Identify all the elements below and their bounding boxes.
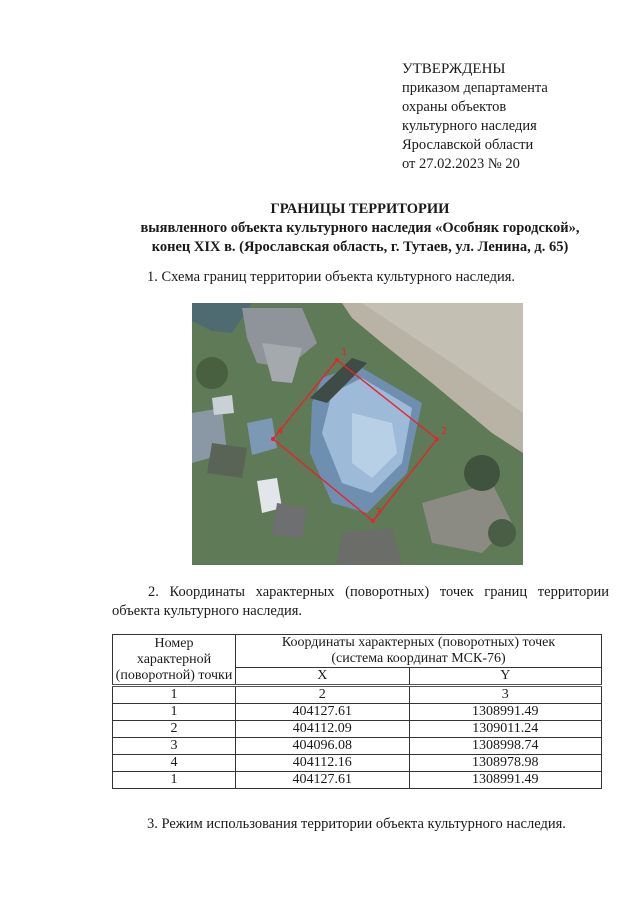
section-1-heading: 1. Схема границ территории объекта культурного наследия. <box>147 269 516 285</box>
table-row <box>113 755 602 772</box>
title-line-3: конец XIX в. (Ярославская область, г. Тутаев, ул. Ленина, д. 65) <box>151 239 569 255</box>
coord-y: 1308998.74 <box>409 738 601 755</box>
section-2-line-2: объекта культурного наследия. <box>112 603 303 619</box>
approval-line: охраны объектов <box>402 99 507 115</box>
header-text: Координаты характерных (поворотных) точек <box>281 635 556 650</box>
coord-x: 404096.08 <box>236 738 410 755</box>
table-row <box>113 704 602 721</box>
section-2-line-1: 2. Координаты характерных (поворотных) точек границ территории <box>148 584 609 600</box>
title-line-2: выявленного объекта культурного наследия «Особняк городской», <box>140 220 580 236</box>
point-number: 3 <box>113 738 236 755</box>
coord-x: 404112.16 <box>236 755 410 772</box>
table-index-row <box>113 686 602 704</box>
index-cell: 1 <box>113 686 236 704</box>
document-title <box>100 200 620 257</box>
header-text: характерной <box>136 651 212 667</box>
coord-y: 1308978.98 <box>409 755 601 772</box>
approval-heading: УТВЕРЖДЕНЫ <box>402 61 506 77</box>
header-coordinates <box>236 635 602 668</box>
index-cell: 2 <box>236 686 410 704</box>
coord-x: 404127.61 <box>236 704 410 721</box>
approval-line: Ярославской области <box>402 137 534 153</box>
table-row <box>113 772 602 789</box>
coord-y: 1308991.49 <box>409 772 601 789</box>
approval-line: культурного наследия <box>402 118 537 134</box>
coord-x: 404127.61 <box>236 772 410 789</box>
point-number: 2 <box>113 721 236 738</box>
point-label-4: 4 <box>277 426 284 437</box>
coord-x: 404112.09 <box>236 721 410 738</box>
header-point-number <box>113 635 236 686</box>
title-line-1: ГРАНИЦЫ ТЕРРИТОРИИ <box>270 201 450 217</box>
coord-y: 1309011.24 <box>409 721 601 738</box>
header-y: Y <box>409 668 601 686</box>
table-row <box>113 738 602 755</box>
coord-y: 1308991.49 <box>409 704 601 721</box>
point-label-1: 1 <box>341 347 348 358</box>
section-2-heading <box>112 583 609 621</box>
point-number: 1 <box>113 772 236 789</box>
point-number: 4 <box>113 755 236 772</box>
table-header-row <box>113 635 602 668</box>
table-row <box>113 721 602 738</box>
point-number: 1 <box>113 704 236 721</box>
point-label-3: 3 <box>375 507 382 518</box>
section-3-heading: 3. Режим использования территории объекта культурного наследия. <box>147 816 566 832</box>
boundary-map <box>192 303 523 565</box>
header-x: X <box>236 668 410 686</box>
index-cell: 3 <box>409 686 601 704</box>
approval-line: приказом департамента <box>402 80 548 96</box>
satellite-image <box>192 303 523 565</box>
point-label-2: 2 <box>441 426 448 437</box>
approval-line: от 27.02.2023 № 20 <box>402 156 520 172</box>
header-text: (система координат МСК-76) <box>331 651 506 666</box>
header-text: Номер <box>154 635 194 651</box>
coordinates-table <box>112 634 602 789</box>
approval-stamp <box>402 60 548 174</box>
header-text: (поворотной) точки <box>115 667 233 683</box>
